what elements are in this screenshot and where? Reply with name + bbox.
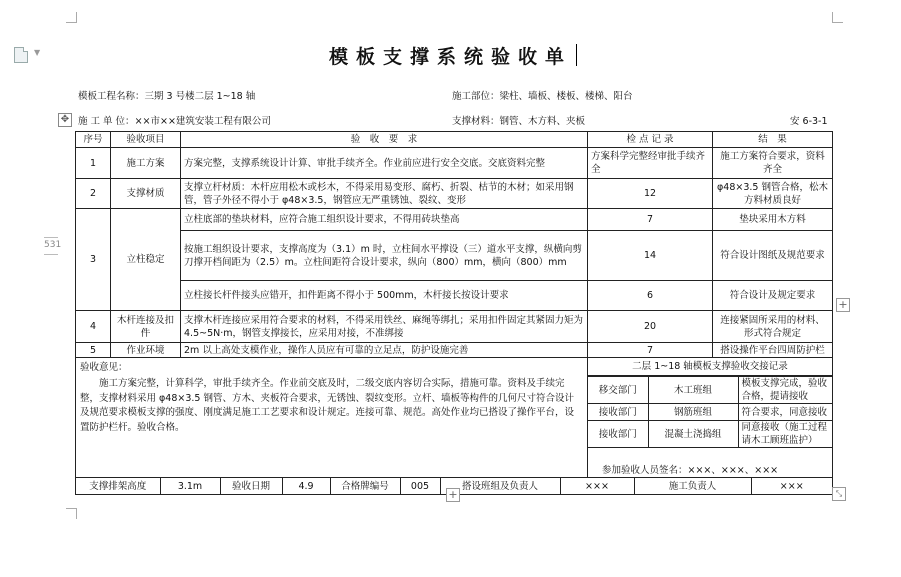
support-material: 支撑材料：钢管、木方料、夹板	[452, 116, 586, 127]
table-row: 按施工组织设计要求，支撑高度为（3.1）m 时，立柱间水平撑设（三）道水平支撑，纵横向剪刀撑开档间距为（2.5）m。立柱间距符合设计要求，纵向（800）mm，横向（800）mm 14 符合设计图纸及规范要求	[76, 231, 833, 281]
header-requirement: 验 收 要 求	[181, 132, 588, 148]
signers: 参加验收人员签名：×××、×××、×××	[602, 465, 779, 476]
height-label: 支撑排架高度	[76, 478, 160, 494]
page-corner-mark	[66, 508, 77, 519]
table-row: 立柱接长杆件接头应错开，扣件距离不得小于 500mm，木杆接长按设计要求 6 符合设计及规定要求	[76, 281, 833, 311]
text-cursor	[576, 44, 577, 66]
page-corner-mark	[66, 12, 77, 23]
ruler-divider	[44, 237, 58, 238]
acceptance-table	[75, 131, 833, 495]
table-row: 1 施工方案 方案完整，支撑系统设计计算、审批手续齐全。作业前应进行安全交底。交底资料完整 方案科学完整经审批手续齐全 施工方案符合要求，资料齐全	[76, 148, 833, 179]
chevron-down-icon[interactable]: ▼	[34, 48, 41, 57]
opinion-text: 施工方案完整，计算科学，审批手续齐全。作业前交底及时，二级交底内容切合实际，措施可靠。资料及手续完整，支撑材料采用 φ48×3.5 钢管、方木、夹板符合要求，无锈蚀、裂纹变形。立杆、墙板等构件的几何尺寸符合设计及规范要求模板支撑的强度、刚度满足施工工艺要求和设计规定。连接可靠、规范。高处作业均已搭设了操作平台，设置防护栏杆。验收合格。	[80, 378, 575, 433]
construction-unit: 施 工 单 位：××市××建筑安装工程有限公司	[78, 116, 271, 127]
opinion-label: 验收意见：	[80, 362, 128, 373]
header-no: 序号	[76, 132, 111, 148]
form-number: 安 6-3-1	[790, 116, 828, 127]
handover-record	[588, 358, 833, 478]
acceptance-opinion	[76, 358, 588, 478]
manager-label: 施工负责人	[634, 478, 751, 494]
table-row: 3 立柱稳定 立柱底部的垫块材料，应符合施工组织设计要求，不得用砖块垫高 7 垫块采用木方料	[76, 209, 833, 231]
ruler-page-number: 531	[44, 240, 62, 250]
add-column-button[interactable]: +	[836, 298, 850, 312]
table-row: 4 木杆连接及扣件 支撑木杆连接应采用符合要求的材料，不得采用铁丝、麻绳等绑扎；采用扣件固定其紧固力矩为 4.5~5N·m，钢管支撑接长，应采用对接，不准绑接 20 连接紧固所采用的材料、形式符合规定	[76, 311, 833, 343]
date-label: 验收日期	[220, 478, 282, 494]
date-value: 4.9	[282, 478, 330, 494]
height-value: 3.1m	[160, 478, 220, 494]
handover-row: 移交部门 木工班组 模板支撑完成，验收合格，提请接收	[588, 377, 832, 404]
header-result: 结 果	[713, 132, 833, 148]
handover-row: 接收部门 钢筋班组 符合要求，同意接收	[588, 404, 832, 421]
table-row: 5 作业环境 2m 以上高处支模作业，操作人员应有可靠的立足点，防护设施完善 7 搭设操作平台四周防护栏	[76, 343, 833, 358]
leader-label: 搭设班组及负责人	[440, 478, 560, 494]
handover-title: 二层 1~18 轴模板支撑验收交接记录	[588, 358, 832, 376]
cert-label: 合格牌编号	[330, 478, 400, 494]
manager-value: ×××	[779, 480, 804, 492]
header-item: 验收项目	[111, 132, 181, 148]
table-resize-icon[interactable]: ⤡	[832, 487, 846, 501]
handover-table	[588, 376, 832, 448]
cert-value: 005	[400, 478, 440, 494]
leader-value: ×××	[560, 478, 634, 494]
handover-row: 接收部门 混凝土浇捣组 同意接收（施工过程请木工顾班监护）	[588, 421, 832, 448]
project-name: 模板工程名称：三期 3 号楼二层 1~18 轴	[78, 91, 256, 102]
opinion-handover-row	[76, 358, 833, 478]
ruler-divider	[44, 254, 58, 255]
header-check: 检 点 记 录	[588, 132, 713, 148]
page-corner-mark	[832, 12, 843, 23]
construction-location: 施工部位：梁柱、墙板、楼板、楼梯、阳台	[452, 91, 633, 102]
table-header-row	[76, 132, 833, 148]
table-row: 2 支撑材质 支撑立杆材质：木杆应用松木或杉木，不得采用易变形、腐朽、折裂、枯节的木材；如采用钢管，管子外径不得小于 φ48×3.5，钢管应无严重锈蚀、裂纹、变形 12 φ48×3.5 钢管合格，松木方料材质良好	[76, 179, 833, 209]
add-row-button[interactable]: +	[446, 488, 460, 502]
table-move-icon[interactable]: ✥	[58, 113, 72, 127]
page-title[interactable]: 模板支撑系统验收单	[328, 46, 572, 68]
